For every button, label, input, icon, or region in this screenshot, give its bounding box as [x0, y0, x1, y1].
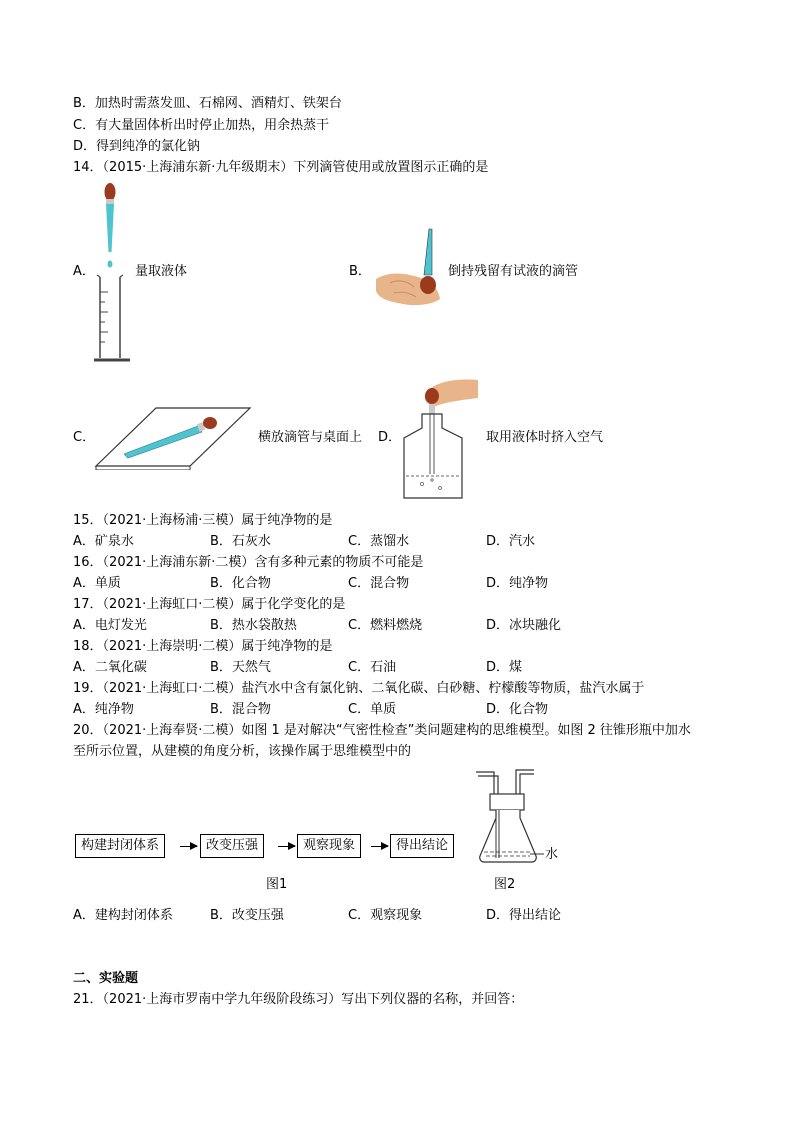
- q16-option: B．化合物: [210, 576, 271, 591]
- q15-option: A．矿泉水: [73, 534, 134, 549]
- question-15-stem: 15．（2021·上海杨浦·三模）属于纯净物的是: [73, 513, 333, 528]
- q16-option: D．纯净物: [486, 576, 549, 591]
- q14-option-b-text: 倒持残留有试液的滴管: [448, 264, 579, 279]
- flow-step-1: 构建封闭体系: [75, 834, 165, 858]
- question-19-stem: 19．（2021·上海虹口·二模）盐汽水中含有氯化钠、二氧化碳、白砂糖、柠檬酸等物质，盐汽水属于: [73, 681, 645, 696]
- q17-option: D．冰块融化: [486, 618, 562, 633]
- question-20-stem-line1: 20．（2021·上海奉贤·二模）如图 1 是对解决“气密性检查”类问题建构的思维模型。如图 2 往锥形瓶中加水: [73, 723, 691, 738]
- option-line: D．得到纯净的氯化钠: [73, 139, 201, 154]
- question-14-stem: 14．（2015·上海浦东新·九年级期末）下列滴管使用或放置图示正确的是: [73, 160, 489, 175]
- q14-option-d-text: 取用液体时挤入空气: [486, 430, 604, 445]
- q14-option-a-text: 量取液体: [135, 264, 188, 279]
- flow-arrow: [278, 846, 295, 847]
- q14-option-d-letter: D．: [378, 430, 402, 445]
- q14-option-a-letter: A．: [73, 264, 95, 279]
- q19-option: D．化合物: [486, 702, 549, 717]
- q17-option: B．热水袋散热: [210, 618, 297, 633]
- dropper-in-bottle-figure: [402, 376, 482, 502]
- q20-option: B．改变压强: [210, 908, 284, 923]
- flow-arrow: [371, 846, 388, 847]
- q15-option: D．汽水: [486, 534, 536, 549]
- figure-2-caption: 图2: [494, 877, 516, 892]
- flow-arrow: [180, 846, 197, 847]
- water-label: 水: [545, 847, 559, 862]
- q17-option: A．电灯发光: [73, 618, 147, 633]
- conical-flask-figure: [472, 768, 552, 868]
- flow-step-4: 得出结论: [390, 834, 454, 858]
- q19-option: B．混合物: [210, 702, 271, 717]
- q20-option: A．建构封闭体系: [73, 908, 173, 923]
- figure-1-caption: 图1: [266, 877, 288, 892]
- q18-option: A．二氧化碳: [73, 660, 147, 675]
- question-17-stem: 17．（2021·上海虹口·二模）属于化学变化的是: [73, 597, 346, 612]
- q14-option-b-letter: B．: [349, 264, 371, 279]
- q18-option: C．石油: [348, 660, 397, 675]
- q15-option: C．蒸馏水: [348, 534, 410, 549]
- flow-step-3: 观察现象: [297, 834, 361, 858]
- q14-option-c-text: 横放滴管与桌面上: [258, 430, 363, 445]
- q19-option: C．单质: [348, 702, 397, 717]
- q20-option: D．得出结论: [486, 908, 562, 923]
- q18-option: D．煤: [486, 660, 523, 675]
- q15-option: B．石灰水: [210, 534, 271, 549]
- section-title: 二、实验题: [73, 971, 139, 986]
- q18-option: B．天然气: [210, 660, 271, 675]
- question-20-stem-line2: 至所示位置，从建模的角度分析，该操作属于思维模型中的: [73, 744, 412, 759]
- question-18-stem: 18．（2021·上海崇明·二模）属于纯净物的是: [73, 639, 333, 654]
- option-line: C．有大量固体析出时停止加热，用余热蒸干: [73, 118, 330, 133]
- flow-step-2: 改变压强: [200, 834, 264, 858]
- q14-option-c-letter: C．: [73, 430, 96, 445]
- question-21-stem: 21．（2021·上海市罗南中学九年级阶段练习）写出下列仪器的名称，并回答：: [73, 992, 524, 1007]
- q20-option: C．观察现象: [348, 908, 423, 923]
- inverted-dropper-figure: [374, 227, 444, 311]
- dropper-cylinder-figure: [94, 180, 134, 365]
- q19-option: A．纯净物: [73, 702, 134, 717]
- q16-option: A．单质: [73, 576, 121, 591]
- q17-option: C．燃料燃烧: [348, 618, 423, 633]
- option-line: B．加热时需蒸发皿、石棉网、酒精灯、铁架台: [73, 96, 342, 111]
- question-16-stem: 16．（2021·上海浦东新·二模）含有多种元素的物质不可能是: [73, 555, 424, 570]
- q16-option: C．混合物: [348, 576, 410, 591]
- dropper-on-table-figure: [94, 406, 254, 470]
